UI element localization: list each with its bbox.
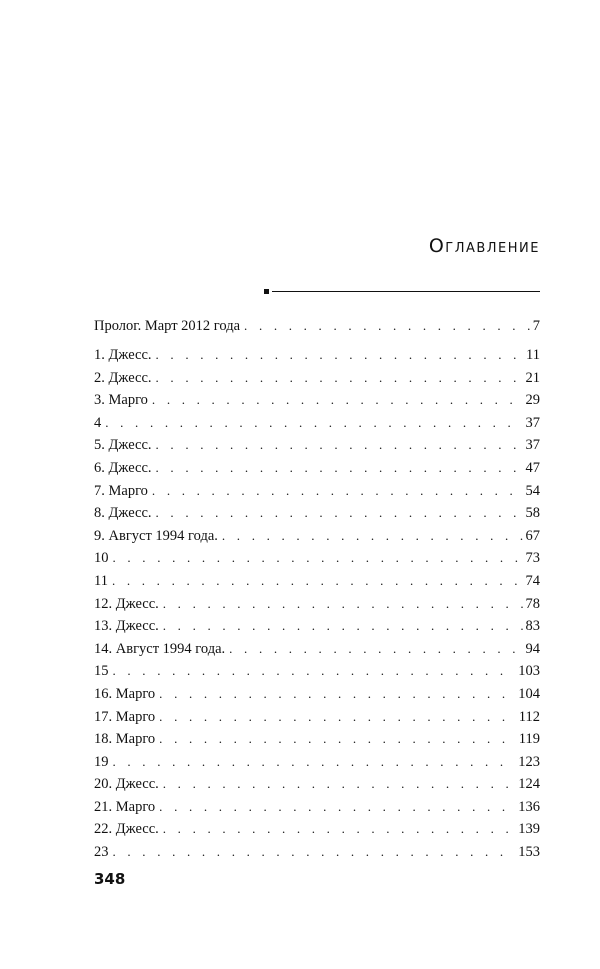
toc-dot-leader bbox=[156, 457, 523, 480]
toc-entry-page: 124 bbox=[518, 776, 540, 793]
toc-entry-title: 21. Марго bbox=[94, 798, 156, 815]
toc-dot-leader bbox=[112, 570, 523, 593]
toc-entry-prologue bbox=[94, 315, 540, 338]
toc-entry-title: 11 bbox=[94, 572, 108, 589]
toc-entry-title: 22. Джесс. bbox=[94, 821, 159, 838]
heading-divider bbox=[264, 289, 540, 294]
toc-dot-leader bbox=[156, 367, 523, 390]
toc-entry-page: 103 bbox=[518, 663, 540, 680]
toc-entry-title: 16. Марго bbox=[94, 685, 156, 702]
toc-entry bbox=[94, 502, 540, 525]
toc-entry bbox=[94, 638, 540, 661]
toc-entry-page: 139 bbox=[518, 821, 540, 838]
toc-entry bbox=[94, 547, 540, 570]
toc-entry bbox=[94, 457, 540, 480]
toc-dot-leader bbox=[163, 818, 515, 841]
toc-entry bbox=[94, 751, 540, 774]
toc-entry bbox=[94, 615, 540, 638]
toc-entry-title: 17. Марго bbox=[94, 708, 156, 725]
toc-entry-title: 20. Джесс. bbox=[94, 776, 159, 793]
toc-entry-page: 29 bbox=[525, 392, 540, 409]
toc-entry-page: 37 bbox=[525, 414, 540, 431]
toc-entry bbox=[94, 525, 540, 548]
toc-entry bbox=[94, 706, 540, 729]
toc-dot-leader bbox=[229, 638, 522, 661]
toc-entry-page: 73 bbox=[525, 550, 540, 567]
toc-dot-leader bbox=[244, 315, 530, 338]
toc-entry-page: 21 bbox=[525, 369, 540, 386]
toc-entry bbox=[94, 773, 540, 796]
toc-entry-title: 4 bbox=[94, 414, 102, 431]
toc-dot-leader bbox=[113, 547, 523, 570]
toc-entry-page: 47 bbox=[525, 459, 540, 476]
toc-entry-title: 5. Джесс. bbox=[94, 437, 152, 454]
divider-square-ornament bbox=[264, 289, 269, 294]
toc-entry-page: 37 bbox=[525, 437, 540, 454]
toc-entry-title: 15 bbox=[94, 663, 109, 680]
toc-entry bbox=[94, 570, 540, 593]
toc-entry bbox=[94, 480, 540, 503]
toc-entry-title: Пролог. Март 2012 года bbox=[94, 318, 241, 334]
toc-dot-leader bbox=[159, 706, 516, 729]
toc-entry bbox=[94, 593, 540, 616]
toc-entry bbox=[94, 796, 540, 819]
toc-dot-leader bbox=[159, 728, 516, 751]
toc-entry-title: 19 bbox=[94, 753, 109, 770]
toc-dot-leader bbox=[163, 773, 515, 796]
toc-entry bbox=[94, 434, 540, 457]
toc-entry bbox=[94, 389, 540, 412]
toc-entry-page: 153 bbox=[518, 844, 540, 861]
toc-entry-page: 136 bbox=[518, 798, 540, 815]
toc-entry-page: 83 bbox=[525, 618, 540, 635]
page-number: 348 bbox=[94, 870, 126, 888]
toc-entry-title: 9. Август 1994 года. bbox=[94, 527, 218, 544]
toc-entry-page: 123 bbox=[518, 753, 540, 770]
toc-prologue bbox=[94, 315, 540, 338]
toc-entry bbox=[94, 683, 540, 706]
toc-dot-leader bbox=[159, 796, 515, 819]
toc-entry bbox=[94, 412, 540, 435]
toc-entry-title: 14. Август 1994 года. bbox=[94, 640, 226, 657]
toc-entry-page: 54 bbox=[525, 482, 540, 499]
toc-entry bbox=[94, 841, 540, 864]
toc-dot-leader bbox=[159, 683, 515, 706]
toc-dot-leader bbox=[152, 389, 523, 412]
toc-entry-page: 58 bbox=[525, 505, 540, 522]
toc-dot-leader bbox=[222, 525, 523, 548]
toc-entry-title: 7. Марго bbox=[94, 482, 148, 499]
toc-entry-title: 13. Джесс. bbox=[94, 618, 159, 635]
toc-entry-title: 6. Джесс. bbox=[94, 459, 152, 476]
toc-chapter-list bbox=[94, 344, 540, 864]
toc-entry-title: 10 bbox=[94, 550, 109, 567]
toc-dot-leader bbox=[156, 434, 523, 457]
toc-dot-leader bbox=[156, 502, 523, 525]
toc-entry-page: 11 bbox=[526, 347, 540, 363]
toc-entry-title: 23 bbox=[94, 844, 109, 861]
toc-entry-title: 1. Джесс. bbox=[94, 347, 152, 363]
toc-dot-leader bbox=[113, 660, 516, 683]
toc-entry-title: 8. Джесс. bbox=[94, 505, 152, 522]
toc-entry-page: 78 bbox=[525, 595, 540, 612]
toc-dot-leader bbox=[105, 412, 522, 435]
toc-entry bbox=[94, 728, 540, 751]
toc-entry-page: 112 bbox=[518, 708, 540, 725]
toc-entry-page: 119 bbox=[518, 731, 540, 748]
toc-entry-title: 18. Марго bbox=[94, 731, 156, 748]
toc-entry bbox=[94, 818, 540, 841]
toc-dot-leader bbox=[152, 480, 523, 503]
toc-entry-title: 3. Марго bbox=[94, 392, 148, 409]
toc-dot-leader bbox=[156, 344, 524, 367]
toc-entry bbox=[94, 367, 540, 390]
toc-dot-leader bbox=[163, 615, 523, 638]
toc-entry-page: 74 bbox=[525, 572, 540, 589]
divider-line bbox=[272, 291, 540, 292]
toc-entry bbox=[94, 660, 540, 683]
toc-entry-title: 2. Джесс. bbox=[94, 369, 152, 386]
toc-entry bbox=[94, 344, 540, 367]
toc-dot-leader bbox=[163, 593, 523, 616]
toc-dot-leader bbox=[113, 841, 516, 864]
toc-entry-page: 94 bbox=[525, 640, 540, 657]
toc-entry-page: 67 bbox=[525, 527, 540, 544]
toc-entry-page: 7 bbox=[532, 318, 540, 334]
toc-entry-title: 12. Джесс. bbox=[94, 595, 159, 612]
page-title: Оглавление bbox=[428, 235, 540, 257]
toc-dot-leader bbox=[113, 751, 516, 774]
toc-entry-page: 104 bbox=[518, 685, 540, 702]
